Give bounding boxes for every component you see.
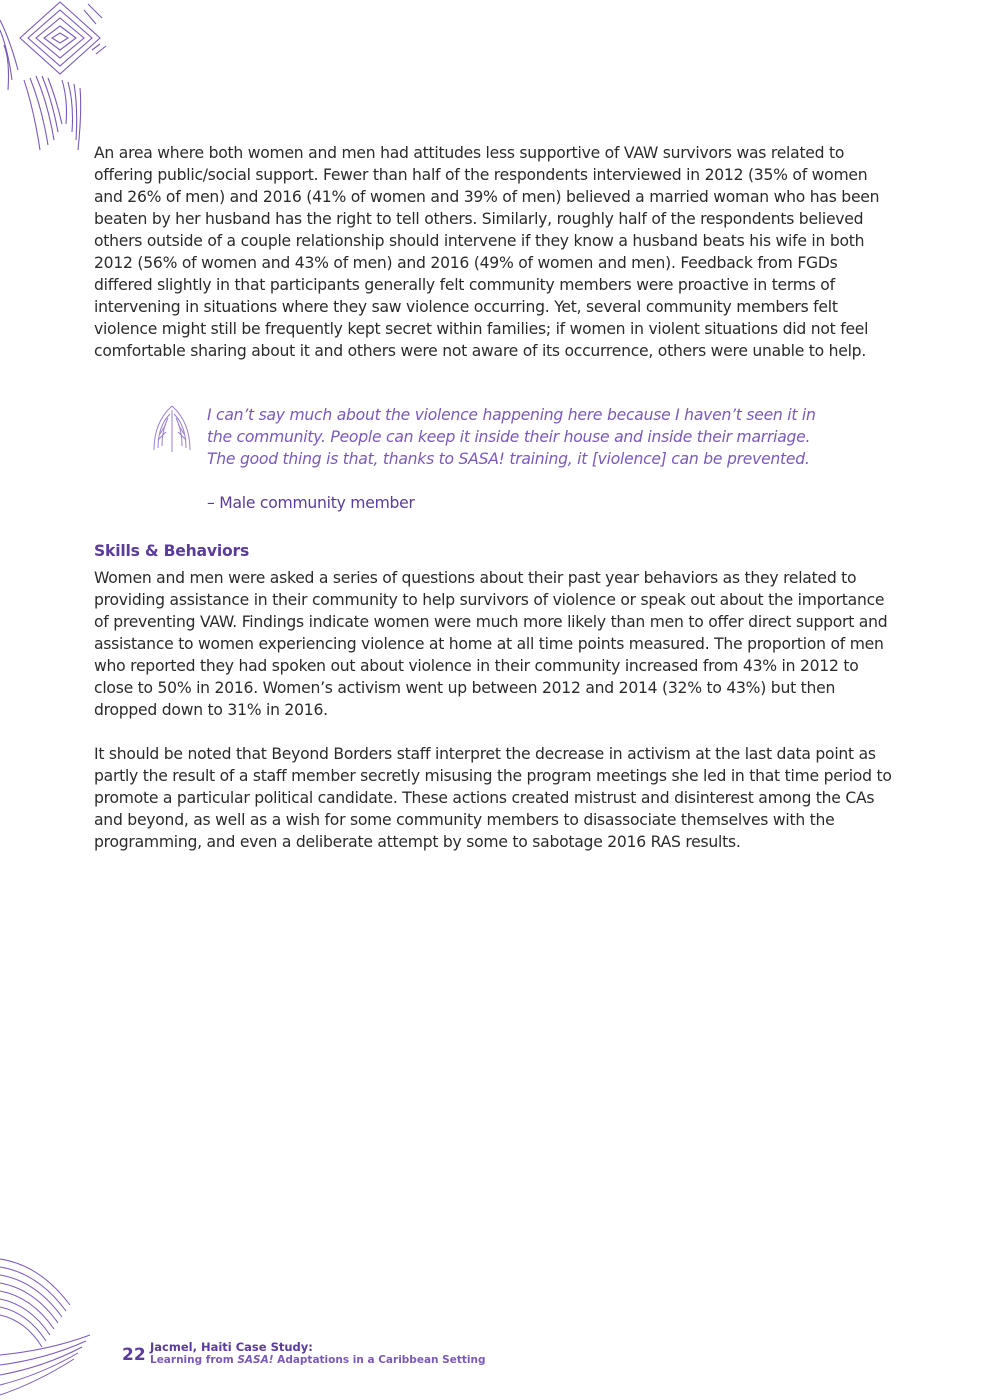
footer-subtitle-em: SASA! bbox=[237, 1354, 274, 1366]
footer-subtitle-post: Adaptations in a Caribbean Setting bbox=[273, 1354, 486, 1366]
footer-subtitle bbox=[150, 1354, 485, 1366]
leaf-quote-icon bbox=[150, 404, 194, 454]
section-heading-skills: Skills & Behaviors bbox=[94, 542, 250, 560]
paragraph-activism-note: It should be noted that Beyond Borders staff interpret the decrease in activism at the last data point as partly the result of a staff member secretly misusing the program meetings she led in that time period to promote a particular political candidate. These actions created mistrust and disinterest among the CAs and beyond, as well as a wish for some community members to disassociate themselves with the programming, and even a deliberate attempt by some to sabotage 2016 RAS results. bbox=[94, 745, 892, 851]
quote-attribution: – Male community member bbox=[207, 494, 415, 512]
quote-text: I can’t say much about the violence happening here because I haven’t seen it in the community. People can keep it inside their house and inside their marriage. The good thing is that, thanks to SASA! training, it [violence] can be prevented. bbox=[207, 406, 816, 468]
paragraph-attitudes: An area where both women and men had attitudes less supportive of VAW survivors was related to offering public/social support. Fewer than half of the respondents interviewed in 2012 (35% of women and 26% of men) and 2016 (41% of women and 39% of men) believed a married woman who has been beaten by her husband has the right to tell others. Similarly, roughly half of the respondents believed others outside of a couple relationship should intervene if they know a husband beats his wife in both 2012 (56% of women and 43% of men) and 2016 (49% of women and men). Feedback from FGDs differed slightly in that participants generally felt community members were proactive in terms of intervening in situations where they saw violence occurring. Yet, several community members felt violence might still be frequently kept secret within families; if women in violent situations did not feel comfortable sharing about it and others were not aware of its occurrence, others were unable to help. bbox=[94, 144, 880, 360]
paragraph-behaviors: Women and men were asked a series of questions about their past year behaviors as they related to providing assistance in their community to help survivors of violence or speak out about the importance of preventing VAW. Findings indicate women were much more likely than men to offer direct support and assistance to women experiencing violence at home at all time points measured. The proportion of men who reported they had spoken out about violence in their community increased from 43% in 2012 to close to 50% in 2016. Women’s activism went up between 2012 and 2014 (32% to 43%) but then dropped down to 31% in 2016. bbox=[94, 569, 888, 719]
tribal-pattern-icon bbox=[0, 0, 112, 160]
wave-pattern-icon bbox=[0, 1255, 95, 1400]
footer-title: Jacmel, Haiti Case Study: bbox=[150, 1340, 313, 1354]
footer-subtitle-pre: Learning from bbox=[150, 1354, 238, 1366]
page-number: 22 bbox=[122, 1345, 146, 1365]
